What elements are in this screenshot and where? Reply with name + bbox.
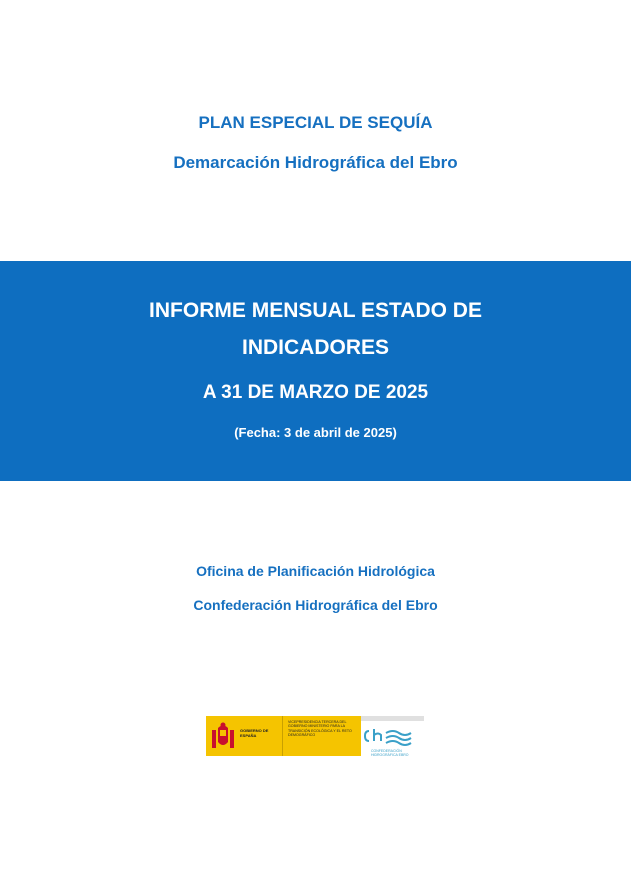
gobierno-label: GOBIERNO DE ESPAÑA [240, 728, 269, 738]
che-wave-icon [361, 723, 424, 751]
document-title: PLAN ESPECIAL DE SEQUÍA [198, 113, 433, 132]
che-label: CONFEDERACIÓN HIDROGRÁFICA EBRO [371, 749, 409, 757]
ministerio-label: VICEPRESIDENCIA TERCERA DEL GOBIERNO MINISTERIO PARA LA TRANSICIÓN ECOLÓGICA Y EL RETO DEMOGRÁFICO [288, 720, 352, 738]
report-title-line-1: INFORME MENSUAL ESTADO DE [149, 299, 482, 322]
gobierno-logo [206, 716, 282, 756]
office-name: Oficina de Planificación Hidrológica [196, 563, 435, 579]
document-subtitle: Demarcación Hidrográfica del Ebro [173, 153, 458, 172]
report-issue-date: (Fecha: 3 de abril de 2025) [234, 425, 397, 440]
report-banner [0, 261, 631, 481]
coat-of-arms-icon [209, 720, 237, 752]
report-title-line-2: INDICADORES [241, 336, 389, 359]
ministerio-logo [282, 716, 361, 756]
institutional-logos [206, 716, 424, 756]
che-logo [361, 716, 424, 756]
report-date-heading: A 31 DE MARZO DE 2025 [202, 382, 429, 403]
organization-name: Confederación Hidrográfica del Ebro [193, 597, 438, 613]
